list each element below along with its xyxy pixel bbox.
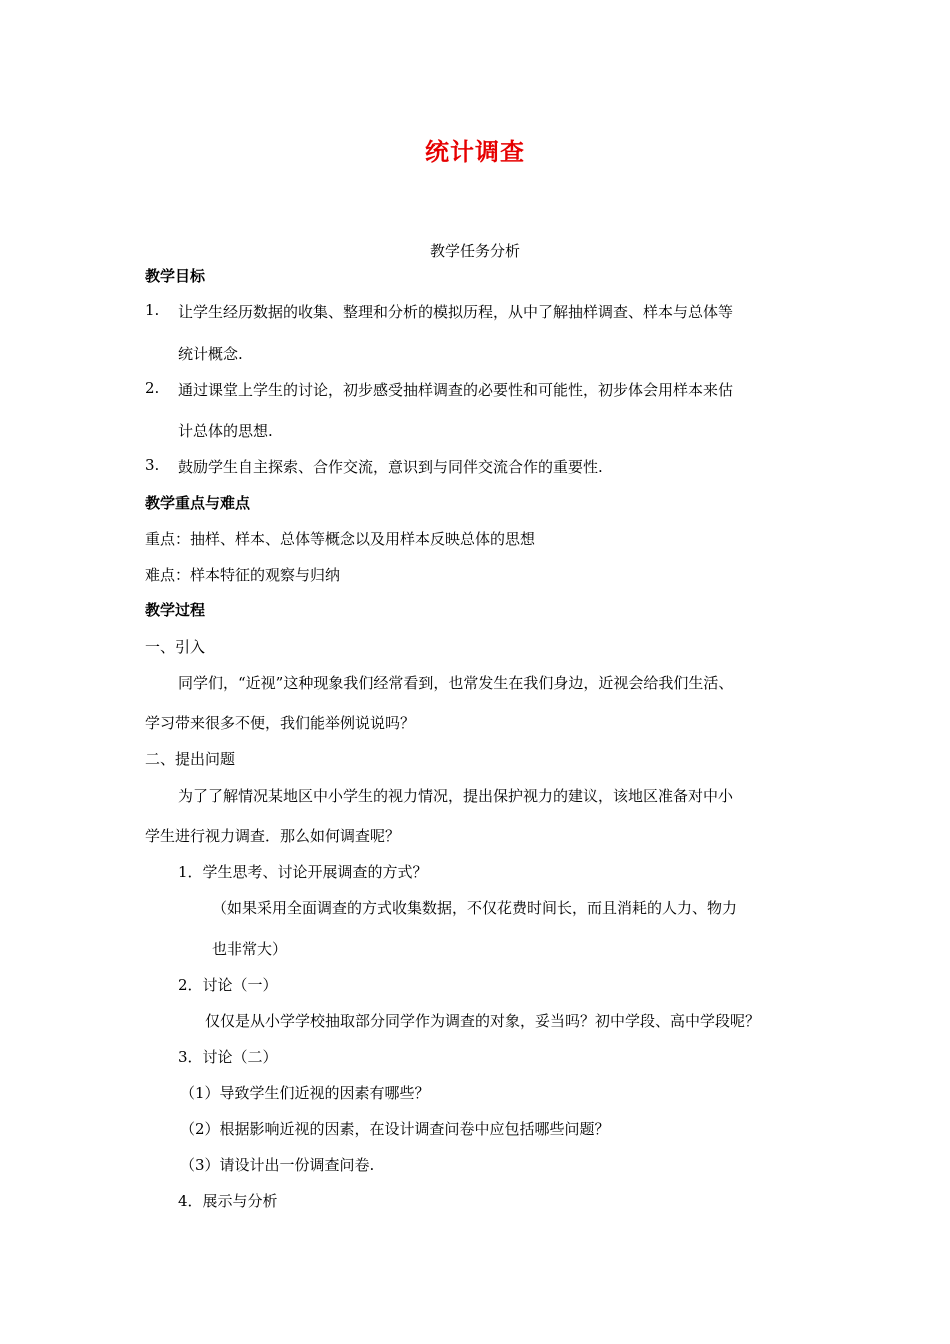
goal-2-line-1: 通过课堂上学生的讨论，初步感受抽样调查的必要性和可能性，初步体会用样本来估 bbox=[178, 381, 734, 399]
step-1-note-line-2: 也非常大） bbox=[212, 940, 288, 958]
problem-line-1: 为了了解情况某地区中小学生的视力情况，提出保护视力的建议，该地区准备对中小 bbox=[178, 787, 734, 805]
step-1-note-line-1: （如果采用全面调查的方式收集数据，不仅花费时间长，而且消耗的人力、物力 bbox=[212, 899, 738, 917]
problem-line-2: 学生进行视力调查．那么如何调查呢？ bbox=[145, 827, 401, 845]
goal-1-line-1: 让学生经历数据的收集、整理和分析的模拟历程，从中了解抽样调查、样本与总体等 bbox=[178, 303, 734, 321]
goal-2-line-2: 计总体的思想. bbox=[178, 422, 273, 440]
step-1: 1．学生思考、讨论开展调查的方式？ bbox=[178, 863, 428, 881]
difficult-point-text: 难点：样本特征的观察与归纳 bbox=[145, 566, 341, 584]
document-title: 统计调查 bbox=[425, 138, 525, 166]
goal-1-number: 1. bbox=[145, 301, 160, 319]
step-2: 2．讨论（一） bbox=[178, 976, 278, 994]
step-3-question-1: （1）导致学生们近视的因素有哪些？ bbox=[180, 1084, 430, 1102]
problem-title: 二、提出问题 bbox=[145, 750, 236, 768]
step-2-text: 仅仅是从小学学校抽取部分同学作为调查的对象，妥当吗？初中学段、高中学段呢？ bbox=[205, 1012, 761, 1030]
heading-goals: 教学目标 bbox=[145, 267, 206, 285]
step-3-question-3: （3）请设计出一份调查问卷. bbox=[180, 1156, 375, 1174]
goal-3-line-1: 鼓励学生自主探索、合作交流，意识到与同伴交流合作的重要性. bbox=[178, 458, 603, 476]
step-3: 3．讨论（二） bbox=[178, 1048, 278, 1066]
step-3-question-2: （2）根据影响近视的因素，在设计调查问卷中应包括哪些问题？ bbox=[180, 1120, 610, 1138]
goal-1-line-2: 统计概念. bbox=[178, 345, 243, 363]
intro-title: 一、引入 bbox=[145, 638, 206, 656]
heading-process: 教学过程 bbox=[145, 601, 206, 619]
goal-2-number: 2. bbox=[145, 379, 160, 397]
goal-3-number: 3. bbox=[145, 456, 160, 474]
step-4: 4．展示与分析 bbox=[178, 1192, 278, 1210]
heading-key-points: 教学重点与难点 bbox=[145, 494, 251, 512]
intro-line-2: 学习带来很多不便，我们能举例说说吗？ bbox=[145, 714, 416, 732]
subtitle: 教学任务分析 bbox=[429, 242, 520, 260]
intro-line-1: 同学们，“近视”这种现象我们经常看到，也常发生在我们身边，近视会给我们生活、 bbox=[178, 674, 734, 692]
key-point-text: 重点：抽样、样本、总体等概念以及用样本反映总体的思想 bbox=[145, 530, 536, 548]
